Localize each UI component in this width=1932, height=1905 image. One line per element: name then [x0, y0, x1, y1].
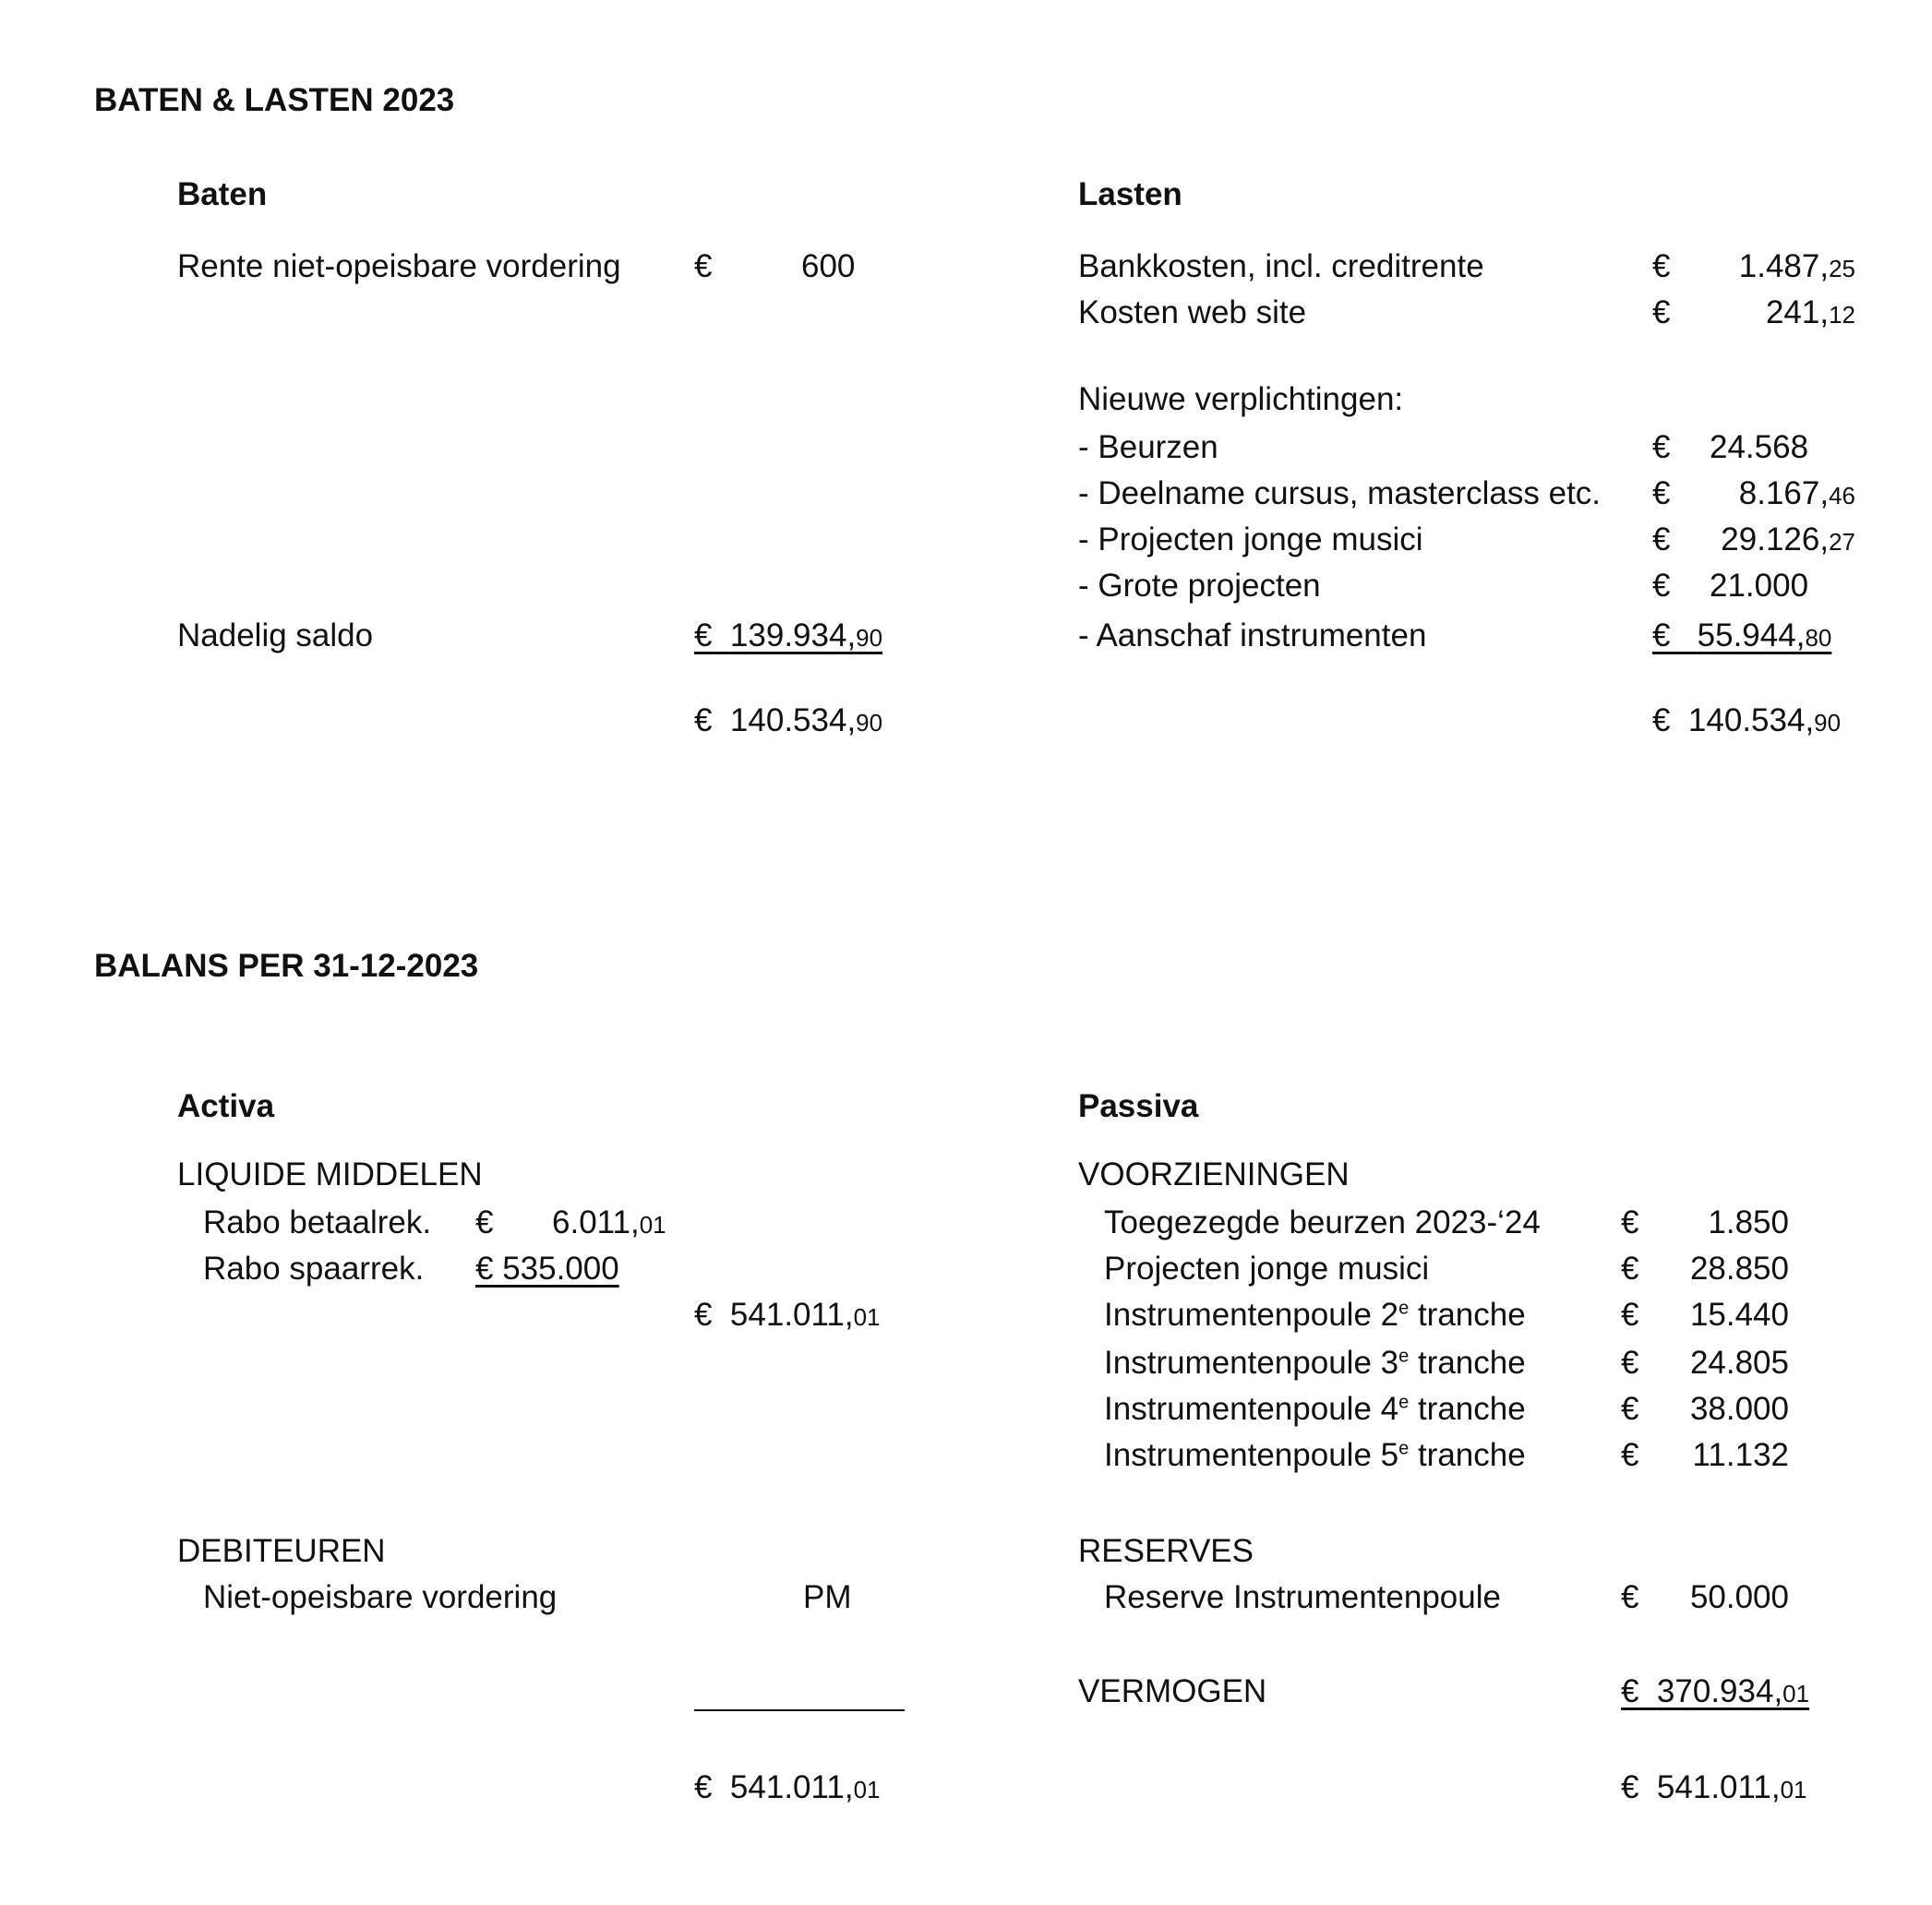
- verplichting-label: - Grote projecten: [1078, 568, 1321, 604]
- debiteuren-heading: DEBITEUREN: [177, 1533, 386, 1569]
- verplichting-currency: €: [1652, 568, 1671, 604]
- lasten-total: € 140.534,90: [1652, 702, 1842, 738]
- lasten-row-currency: €: [1652, 248, 1671, 284]
- voorziening-label: Instrumentenpoule 2e tranche: [1104, 1297, 1526, 1333]
- voorziening-amount: 38.000: [1689, 1391, 1789, 1427]
- vordering-label: Niet-opeisbare vordering: [203, 1579, 558, 1615]
- activa-sum-line: [694, 1709, 905, 1711]
- verplichting-amount-underlined: € 55.944,80: [1652, 617, 1832, 653]
- voorziening-currency: €: [1621, 1391, 1639, 1427]
- verplichting-amount: 29.126,27: [1721, 521, 1855, 557]
- vermogen-label: VERMOGEN: [1078, 1673, 1267, 1709]
- rabo-spaar-label: Rabo spaarrek.: [203, 1251, 425, 1287]
- voorziening-label: Toegezegde beurzen 2023-‘24: [1104, 1204, 1541, 1240]
- verplichting-currency: €: [1652, 475, 1671, 511]
- voorziening-amount: 24.805: [1689, 1345, 1789, 1381]
- lasten-row-currency: €: [1652, 294, 1671, 330]
- rente-label: Rente niet-opeisbare vordering: [177, 248, 621, 284]
- reserve-label: Reserve Instrumentenpoule: [1104, 1579, 1501, 1615]
- saldo-amount: € 139.934,90: [694, 617, 883, 653]
- voorziening-currency: €: [1621, 1345, 1639, 1381]
- rabo-betaal-currency: €: [475, 1204, 494, 1240]
- voorziening-currency: €: [1621, 1297, 1639, 1333]
- balans-title: BALANS PER 31-12-2023: [94, 948, 479, 984]
- verplichting-label: - Beurzen: [1078, 429, 1218, 465]
- voorziening-amount: 15.440: [1689, 1297, 1789, 1333]
- voorziening-label: Instrumentenpoule 5e tranche: [1104, 1437, 1526, 1473]
- reserve-currency: €: [1621, 1579, 1639, 1615]
- rabo-spaar-amount: € 535.000: [475, 1251, 619, 1287]
- lasten-heading: Lasten: [1078, 176, 1182, 212]
- activa-heading: Activa: [177, 1088, 275, 1124]
- rente-currency: €: [694, 248, 713, 284]
- verplichting-label: - Aanschaf instrumenten: [1078, 617, 1427, 653]
- activa-total: € 541.011,01: [694, 1769, 881, 1805]
- verplichting-amount: 21.000: [1710, 568, 1809, 604]
- verplichting-label: - Deelname cursus, masterclass etc.: [1078, 475, 1602, 511]
- voorziening-currency: €: [1621, 1204, 1639, 1240]
- voorziening-amount: 1.850: [1708, 1204, 1789, 1240]
- passiva-heading: Passiva: [1078, 1088, 1199, 1124]
- voorziening-amount: 28.850: [1689, 1251, 1789, 1287]
- voorziening-label: Instrumentenpoule 4e tranche: [1104, 1391, 1526, 1427]
- verplichting-currency: €: [1652, 521, 1671, 557]
- passiva-total: € 541.011,01: [1621, 1769, 1807, 1805]
- voorzieningen-heading: VOORZIENINGEN: [1078, 1156, 1350, 1192]
- saldo-label: Nadelig saldo: [177, 617, 374, 653]
- reserves-heading: RESERVES: [1078, 1533, 1254, 1569]
- baten-total: € 140.534,90: [694, 702, 883, 738]
- baten-lasten-title: BATEN & LASTEN 2023: [94, 82, 455, 118]
- reserve-amount: 50.000: [1689, 1579, 1789, 1615]
- rente-amount: 600: [801, 248, 856, 284]
- verplichting-amount: 8.167,46: [1738, 475, 1855, 511]
- baten-heading: Baten: [177, 176, 268, 212]
- lasten-row-amount: 1.487,25: [1738, 248, 1855, 284]
- voorziening-label: Projecten jonge musici: [1104, 1251, 1430, 1287]
- liquide-total: € 541.011,01: [694, 1297, 881, 1333]
- voorziening-label: Instrumentenpoule 3e tranche: [1104, 1345, 1526, 1381]
- voorziening-currency: €: [1621, 1251, 1639, 1287]
- vordering-value: PM: [803, 1579, 852, 1615]
- rabo-betaal-label: Rabo betaalrek.: [203, 1204, 432, 1240]
- vermogen-amount: € 370.934,01: [1621, 1673, 1810, 1709]
- liquide-middelen-heading: LIQUIDE MIDDELEN: [177, 1156, 483, 1192]
- voorziening-amount: 11.132: [1692, 1437, 1789, 1473]
- lasten-row-label: Bankkosten, incl. creditrente: [1078, 248, 1484, 284]
- rabo-betaal-amount: 6.011,01: [552, 1204, 666, 1240]
- verplichting-currency: €: [1652, 429, 1671, 465]
- lasten-row-amount: 241,12: [1765, 294, 1855, 330]
- verplichting-label: - Projecten jonge musici: [1078, 521, 1423, 557]
- nieuwe-verplichtingen-heading: Nieuwe verplichtingen:: [1078, 381, 1404, 417]
- verplichting-amount: 24.568: [1710, 429, 1809, 465]
- lasten-row-label: Kosten web site: [1078, 294, 1307, 330]
- voorziening-currency: €: [1621, 1437, 1639, 1473]
